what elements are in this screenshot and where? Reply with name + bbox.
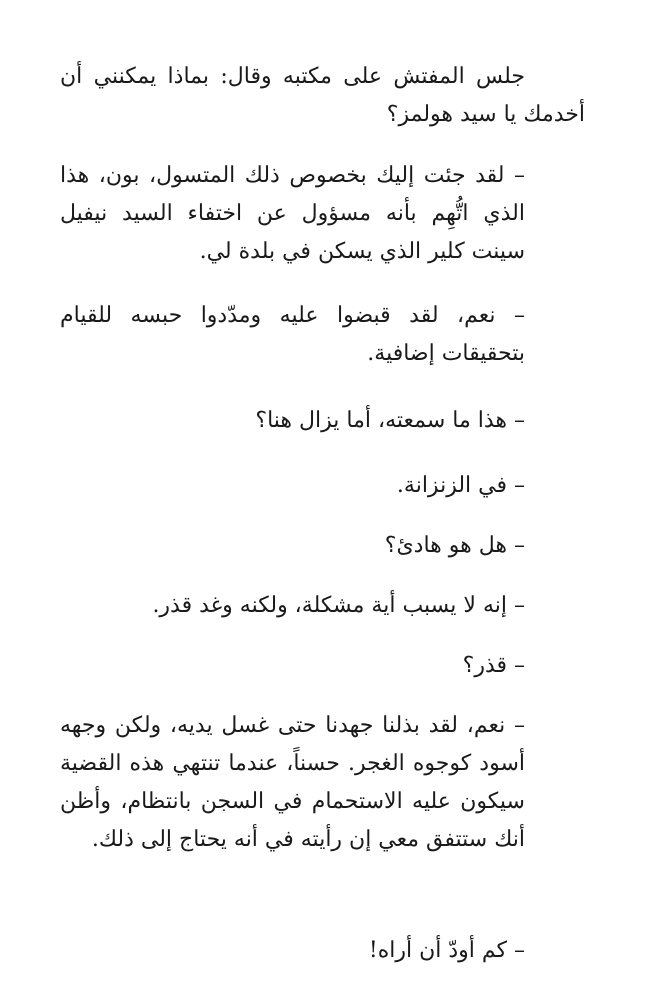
dialogue-line: – في الزنزانة. — [396, 473, 525, 498]
dialogue-line: – إنه لا يسبب أية مشكلة، ولكنه وغد قذر. — [152, 593, 525, 618]
book-page — [60, 0, 585, 1000]
dialogue-line: – قذر؟ — [462, 653, 525, 678]
dialogue-line: – نعم، لقد قبضوا عليه ومدّدوا حبسه للقيام بتحقيقات إضافية. — [60, 303, 525, 366]
dialogue-line: – هذا ما سمعته، أما يزال هنا؟ — [255, 408, 525, 433]
narration-paragraph: جلس المفتش على مكتبه وقال: بماذا يمكنني أن أخدمك يا سيد هولمز؟ — [60, 64, 585, 127]
dialogue-line: – لقد جئت إليك بخصوص ذلك المتسول، بون، هذا الذي اتُّهِم بأنه مسؤول عن اختفاء السيد نيفيل سينت كلير الذي يسكن في بلدة لي. — [60, 163, 525, 264]
dialogue-line: – نعم، لقد بذلنا جهدنا حتى غسل يديه، ولكن وجهه أسود كوجوه الغجر. حسناً، عندما تنتهي هذه القضية سيكون عليه الاستحمام في السجن بانتظام، وأظن أنك ستتفق معي إن رأيته في أنه يحتاج إلى ذلك. — [60, 713, 525, 852]
dialogue-line: – كم أودّ أن أراه! — [368, 938, 525, 963]
dialogue-line: – هل هو هادئ؟ — [384, 533, 525, 558]
